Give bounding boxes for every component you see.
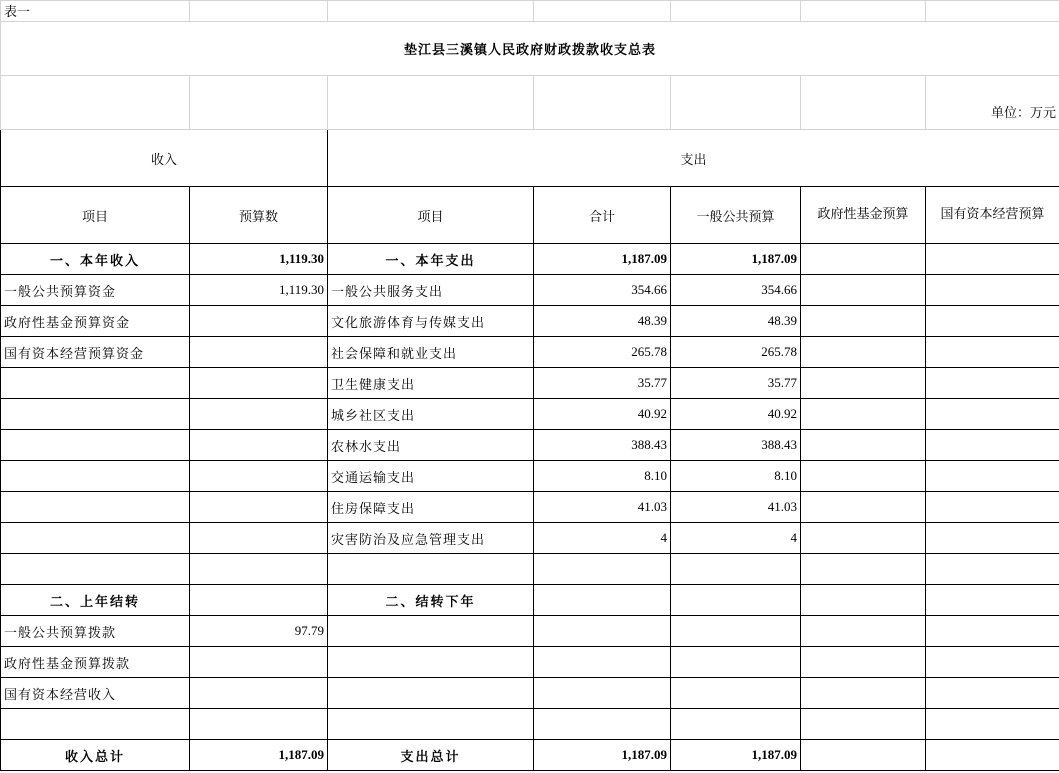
expense-general: 35.77 (671, 368, 801, 399)
income-item: 国有资本经营预算资金 (1, 337, 190, 368)
expense-total: 35.77 (534, 368, 671, 399)
income-item (1, 523, 190, 554)
income-value (190, 399, 328, 430)
carry-income-value (190, 647, 328, 678)
expense-total-label: 支出总计 (328, 740, 534, 771)
table-row (1, 678, 1059, 709)
income-value (190, 368, 328, 399)
expense-total: 4 (534, 523, 671, 554)
expense-general: 388.43 (671, 430, 801, 461)
section-expense-carry: 二、结转下年 (328, 585, 534, 616)
table-row (1, 461, 1059, 492)
income-value (190, 523, 328, 554)
income-current-value: 1,119.30 (190, 244, 328, 275)
income-value (190, 306, 328, 337)
table-row (1, 337, 1059, 368)
expense-general: 265.78 (671, 337, 801, 368)
unit-label: 单位：万元 (926, 76, 1059, 130)
income-item: 一般公共预算资金 (1, 275, 190, 306)
col-header-gov-fund: 政府性基金预算 (801, 187, 926, 244)
expense-general: 40.92 (671, 399, 801, 430)
income-item (1, 461, 190, 492)
expense-total: 41.03 (534, 492, 671, 523)
section-income-carry: 二、上年结转 (1, 585, 190, 616)
table-row (1, 275, 1059, 306)
col-header-total: 合计 (534, 187, 671, 244)
expense-general: 8.10 (671, 461, 801, 492)
expense-item: 农林水支出 (328, 430, 534, 461)
col-header-state-capital: 国有资本经营预算 (926, 187, 1059, 244)
income-item (1, 430, 190, 461)
expense-total: 354.66 (534, 275, 671, 306)
table-row (1, 368, 1059, 399)
table-row (1, 306, 1059, 337)
page-title: 垫江县三溪镇人民政府财政拨款收支总表 (1, 22, 1059, 76)
income-item (1, 368, 190, 399)
col-header-budget: 预算数 (190, 187, 328, 244)
income-item: 政府性基金预算资金 (1, 306, 190, 337)
expense-item: 交通运输支出 (328, 461, 534, 492)
income-total-label: 收入总计 (1, 740, 190, 771)
table-row (1, 616, 1059, 647)
expense-total: 48.39 (534, 306, 671, 337)
expense-item: 文化旅游体育与传媒支出 (328, 306, 534, 337)
income-item (1, 492, 190, 523)
income-total-value: 1,187.09 (190, 740, 328, 771)
col-header-general: 一般公共预算 (671, 187, 801, 244)
expense-total: 40.92 (534, 399, 671, 430)
table-row (1, 523, 1059, 554)
income-value: 1,119.30 (190, 275, 328, 306)
carry-income-value: 97.79 (190, 616, 328, 647)
carry-income-item: 一般公共预算拨款 (1, 616, 190, 647)
expense-total: 388.43 (534, 430, 671, 461)
carry-income-item: 国有资本经营收入 (1, 678, 190, 709)
income-header: 收入 (1, 130, 328, 187)
expense-total-total: 1,187.09 (534, 740, 671, 771)
income-value (190, 492, 328, 523)
expense-item: 卫生健康支出 (328, 368, 534, 399)
expense-item: 灾害防治及应急管理支出 (328, 523, 534, 554)
carry-income-value (190, 678, 328, 709)
expense-item: 城乡社区支出 (328, 399, 534, 430)
carry-income-item: 政府性基金预算拨款 (1, 647, 190, 678)
table-row (1, 399, 1059, 430)
expense-item: 一般公共服务支出 (328, 275, 534, 306)
income-item (1, 399, 190, 430)
col-header-expense-item: 项目 (328, 187, 534, 244)
expense-total: 265.78 (534, 337, 671, 368)
expense-current-total: 1,187.09 (534, 244, 671, 275)
income-value (190, 430, 328, 461)
expense-total-general: 1,187.09 (671, 740, 801, 771)
expense-general: 48.39 (671, 306, 801, 337)
expense-item: 住房保障支出 (328, 492, 534, 523)
expense-total: 8.10 (534, 461, 671, 492)
income-value (190, 337, 328, 368)
income-value (190, 461, 328, 492)
table-row (1, 430, 1059, 461)
expense-current-general: 1,187.09 (671, 244, 801, 275)
col-header-income-item: 项目 (1, 187, 190, 244)
expense-general: 41.03 (671, 492, 801, 523)
sheet-tag: 表一 (1, 1, 190, 22)
table-row (1, 492, 1059, 523)
expense-item: 社会保障和就业支出 (328, 337, 534, 368)
expense-general: 4 (671, 523, 801, 554)
table-row (1, 647, 1059, 678)
section-expense-current: 一、本年支出 (328, 244, 534, 275)
expense-header: 支出 (328, 130, 1059, 187)
section-income-current: 一、本年收入 (1, 244, 190, 275)
expense-general: 354.66 (671, 275, 801, 306)
